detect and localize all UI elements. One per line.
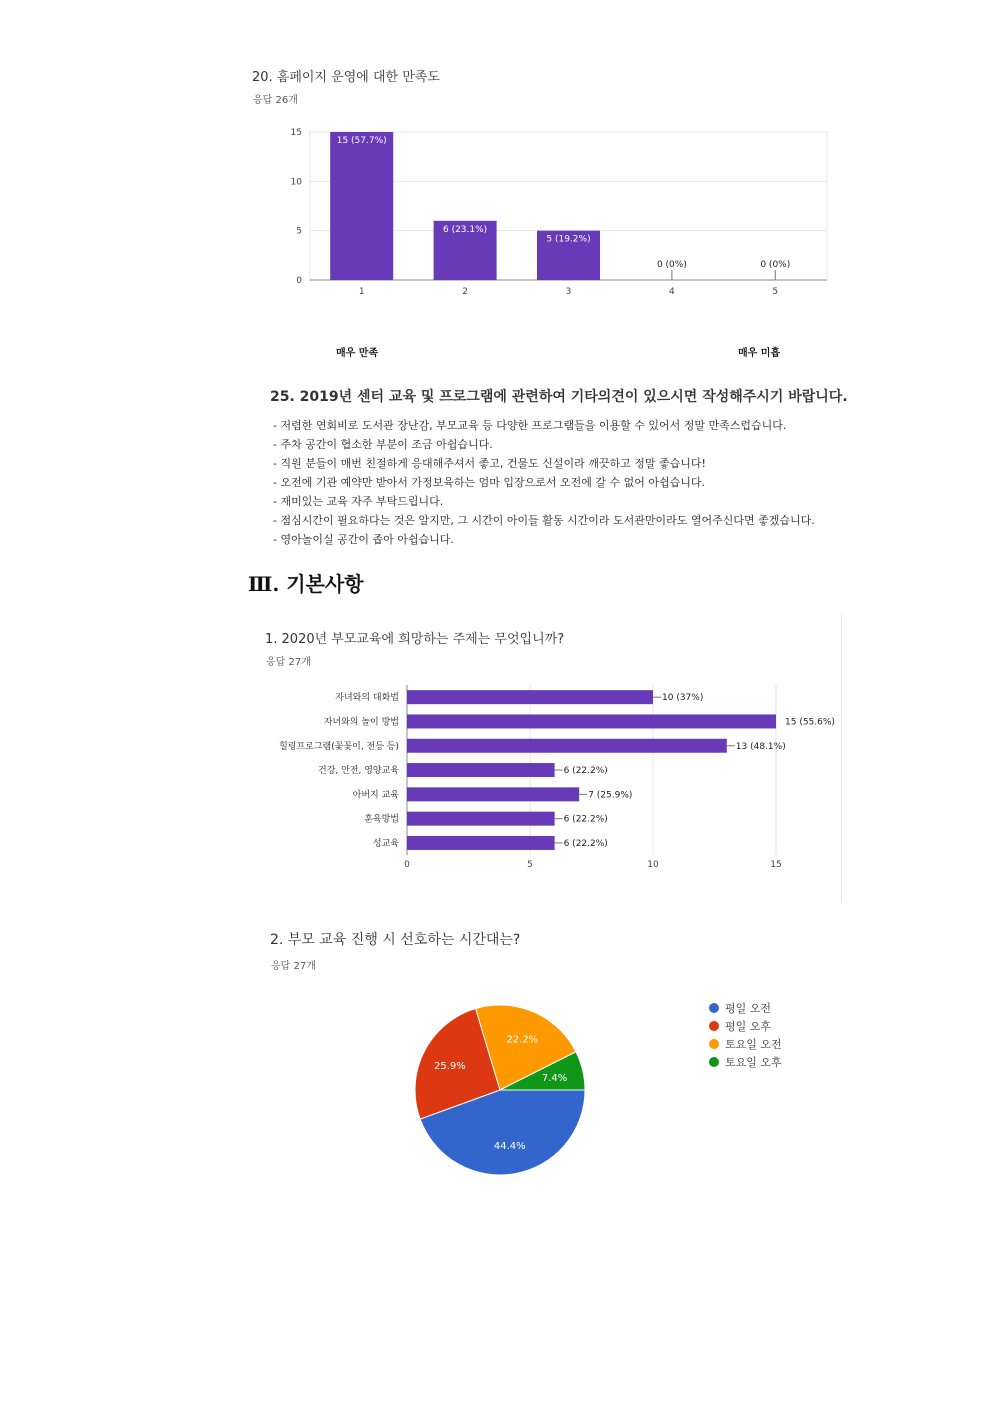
category-label: 힐링프로그램(꽃꽂이, 전등 등) <box>279 741 399 752</box>
x-tick-label: 4 <box>669 287 675 297</box>
category-label: 자녀와의 놀이 방법 <box>323 717 399 728</box>
time-pie-chart <box>400 990 600 1190</box>
q1-title: 1. 2020년 부모교육에 희망하는 주제는 무엇입니까? <box>265 632 565 647</box>
data-label: 15 (57.7%) <box>336 136 387 146</box>
bar <box>407 739 727 753</box>
legend-swatch <box>709 1039 719 1049</box>
legend-item <box>709 1036 782 1054</box>
opinion-item: - 저렴한 연회비로 도서관 장난감, 부모교육 등 다양한 프로그램들을 이용할 수 있어서 정말 만족스럽습니다. <box>273 419 787 432</box>
opinion-item: - 재미있는 교육 자주 부탁드립니다. <box>273 495 444 508</box>
slice-label: 25.9% <box>433 1060 466 1072</box>
legend-label: 토요일 오후 <box>725 1056 782 1069</box>
data-label: 7 (25.9%) <box>588 790 633 801</box>
y-tick-label: 5 <box>296 226 302 237</box>
q25-title: 25. 2019년 센터 교육 및 프로그램에 관련하여 기타의견이 있으시면 작성해주시기 바랍니다. <box>270 389 848 405</box>
data-label: 6 (22.2%) <box>563 766 608 777</box>
opinion-item: - 오전에 기관 예약만 받아서 가정보육하는 엄마 입장으로서 오전에 갈 수 없어 아쉽습니다. <box>273 476 705 489</box>
data-label: 10 (37%) <box>662 693 704 704</box>
slice-label: 7.4% <box>541 1073 568 1085</box>
category-label: 건강, 안전, 영양교육 <box>318 766 399 777</box>
opinion-item: - 직원 분들이 매번 친절하게 응대해주셔서 좋고, 건물도 신설이라 깨끗하고 정말 좋습니다! <box>273 457 706 470</box>
opinion-item: - 점심시간이 필요하다는 것은 알지만, 그 시간이 아이들 활동 시간이라 도서관만이라도 열어주신다면 좋겠습니다. <box>273 514 815 527</box>
section-heading: Ⅲ. 기본사항 <box>248 572 364 596</box>
bar <box>407 836 555 850</box>
x-tick-label: 1 <box>358 287 365 297</box>
pie-legend <box>709 1000 782 1072</box>
legend-item <box>709 1000 782 1018</box>
y-tick-label: 10 <box>290 177 302 188</box>
data-label: 15 (55.6%) <box>785 717 835 728</box>
x-tick-label: 5 <box>772 287 779 297</box>
chart-frame-divider <box>841 614 842 902</box>
category-label: 성교육 <box>372 838 399 849</box>
data-label: 0 (0%) <box>760 260 791 270</box>
data-label: 13 (48.1%) <box>735 741 786 752</box>
slice-label: 44.4% <box>493 1141 526 1153</box>
q20-title: 20. 홈페이지 운영에 대한 만족도 <box>252 70 440 85</box>
bar <box>407 690 653 704</box>
opinion-item: - 영아놀이실 공간이 좁아 아쉽습니다. <box>273 533 454 546</box>
category-label: 자녀와의 대화법 <box>335 693 399 704</box>
q2-response-count: 응답 27개 <box>271 961 316 972</box>
opinion-list <box>273 416 815 549</box>
topic-hbar-chart <box>260 680 840 880</box>
legend-item <box>709 1054 782 1072</box>
bar <box>407 787 579 801</box>
bar <box>407 812 555 826</box>
data-label: 6 (22.2%) <box>563 814 608 825</box>
x-tick-label: 2 <box>462 287 468 297</box>
data-label: 6 (22.2%) <box>563 838 608 849</box>
q2-title: 2. 부모 교육 진행 시 선호하는 시간대는? <box>270 932 521 948</box>
category-label: 훈육방법 <box>364 814 399 825</box>
opinion-item: - 주차 공간이 협소한 부분이 조금 아쉽습니다. <box>273 438 493 451</box>
legend-swatch <box>709 1021 719 1031</box>
data-label: 5 (19.2%) <box>546 234 591 245</box>
legend-swatch <box>709 1057 719 1067</box>
scale-low-anchor: 매우 만족 <box>336 348 379 359</box>
x-tick-label: 15 <box>770 860 782 871</box>
legend-label: 평일 오전 <box>725 1002 772 1015</box>
scale-high-anchor: 매우 미흡 <box>738 348 781 359</box>
category-label: 아버지 교육 <box>352 790 399 801</box>
legend-label: 평일 오후 <box>725 1020 772 1033</box>
bar <box>407 714 776 728</box>
bar <box>330 132 393 280</box>
data-label: 6 (23.1%) <box>442 224 488 235</box>
slice-label: 22.2% <box>506 1034 539 1046</box>
x-tick-label: 3 <box>565 287 572 297</box>
legend-label: 토요일 오전 <box>725 1038 782 1051</box>
legend-swatch <box>709 1003 719 1013</box>
x-tick-label: 5 <box>527 860 533 871</box>
data-label: 0 (0%) <box>656 260 687 270</box>
x-tick-label: 0 <box>404 860 410 871</box>
x-tick-label: 10 <box>647 860 659 871</box>
q20-response-count: 응답 26개 <box>253 95 298 106</box>
y-tick-label: 15 <box>290 128 302 138</box>
y-tick-label: 0 <box>296 276 302 286</box>
satisfaction-bar-chart <box>270 120 850 305</box>
q1-response-count: 응답 27개 <box>266 657 311 668</box>
legend-item <box>709 1018 782 1036</box>
bar <box>407 763 555 777</box>
